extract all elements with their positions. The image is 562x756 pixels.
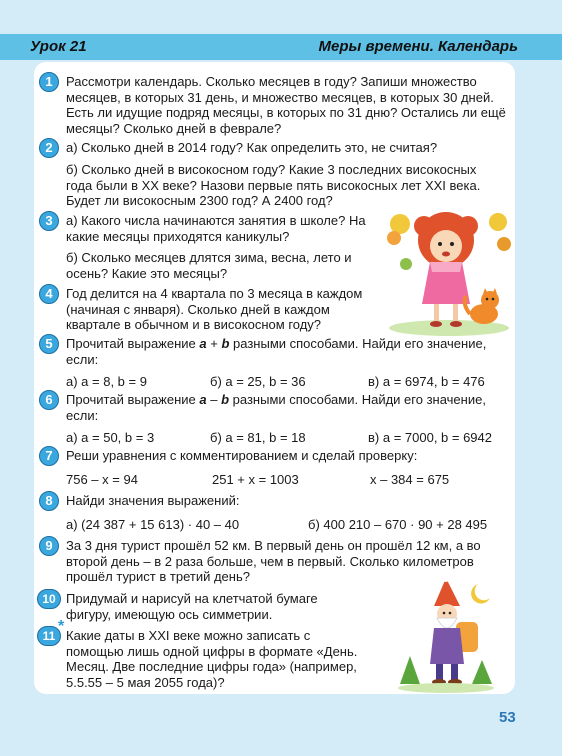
task-8-text: Найди значения выражений:	[66, 493, 240, 508]
task-11-text: Какие даты в XXI веке можно записать с помощью лишь одной цифры в формате «День. Месяц. Две последние цифры года» (например, 5.5.55 – 5 мая 2055 года)?	[66, 628, 358, 690]
task-5-text: Прочитай выражение a + b разными способами. Найди его значение, если:	[66, 336, 487, 367]
task-number-badge: 9	[39, 536, 59, 556]
task-6-case-a: а) a = 50, b = 3	[66, 430, 155, 445]
task-number-badge: 11	[37, 626, 61, 646]
task-number-badge: 6	[39, 390, 59, 410]
lesson-title: Урок 21	[30, 38, 87, 55]
task-7-text: Реши уравнения с комментированием и сделай проверку:	[66, 448, 418, 463]
task-5-case-c: в) a = 6974, b = 476	[368, 374, 485, 389]
task-7-equation-2: 251 + x = 1003	[212, 472, 299, 487]
task-number-badge: 2	[39, 138, 59, 158]
task-number-badge: 5	[39, 334, 59, 354]
task-6-case-b: б) a = 81, b = 18	[210, 430, 306, 445]
star-icon: *	[58, 618, 65, 635]
task-10-text: Придумай и нарисуй на клетчатой бумаге фигуру, имеющую ось симметрии.	[66, 591, 318, 622]
task-3-part-b: б) Сколько месяцев длятся зима, весна, лето и осень? Какие это месяцы?	[66, 250, 352, 281]
lesson-header-bar	[0, 34, 562, 60]
task-5-case-b: б) a = 25, b = 36	[210, 374, 306, 389]
task-2-part-b: б) Сколько дней в високосном году? Какие 3 последних високосных года были в XX веке? Назови первые пять високосных лет XXI века. Будет ли високосным 2300 год? А 2400 год?	[66, 162, 481, 208]
task-8-expression-b: б) 400 210 – 670 · 90 + 28 495	[308, 517, 488, 532]
page-number: 53	[499, 709, 516, 726]
task-3-part-a: а) Какого числа начинаются занятия в школе? На какие месяцы приходятся каникулы?	[66, 213, 366, 244]
task-number-badge: 1	[39, 72, 59, 92]
task-number-badge: 10	[37, 589, 61, 609]
gnome-with-backpack-illustration	[394, 576, 498, 694]
task-number-badge: 4	[39, 284, 59, 304]
task-9-text: За 3 дня турист прошёл 52 км. В первый день он прошёл 12 км, а во второй день – в 2 раза больше, чем в первый. Сколько километров прошёл турист в третий день?	[66, 538, 481, 584]
task-7-equation-3: x – 384 = 675	[370, 472, 450, 487]
girl-with-cat-illustration	[386, 204, 512, 336]
task-number-badge: 7	[39, 446, 59, 466]
task-4-text: Год делится на 4 квартала по 3 месяца в каждом (начиная с января). Сколько дней в каждом квартале в обычном и в високосном году?	[66, 286, 363, 332]
task-number-badge: 8	[39, 491, 59, 511]
task-6-text: Прочитай выражение a – b разными способами. Найди его значение, если:	[66, 392, 486, 423]
task-5-case-a: а) a = 8, b = 9	[66, 374, 147, 389]
lesson-topic: Меры времени. Календарь	[318, 38, 518, 55]
task-1-text: Рассмотри календарь. Сколько месяцев в году? Запиши множество месяцев, в которых 31 день, и множество месяцев, в которых 30 дней. Есть ли идущие подряд месяцы, в которых по 31 дню? Остались ли ещё месяцы? Сколько дней в феврале?	[66, 74, 506, 136]
task-2-part-a: а) Сколько дней в 2014 году? Как определить это, не считая?	[66, 140, 438, 155]
task-6-case-c: в) a = 7000, b = 6942	[368, 430, 493, 445]
task-number-badge: 3	[39, 211, 59, 231]
task-8-expression-a: а) (24 387 + 15 613) · 40 – 40	[66, 517, 240, 532]
task-7-equation-1: 756 – x = 94	[66, 472, 138, 487]
